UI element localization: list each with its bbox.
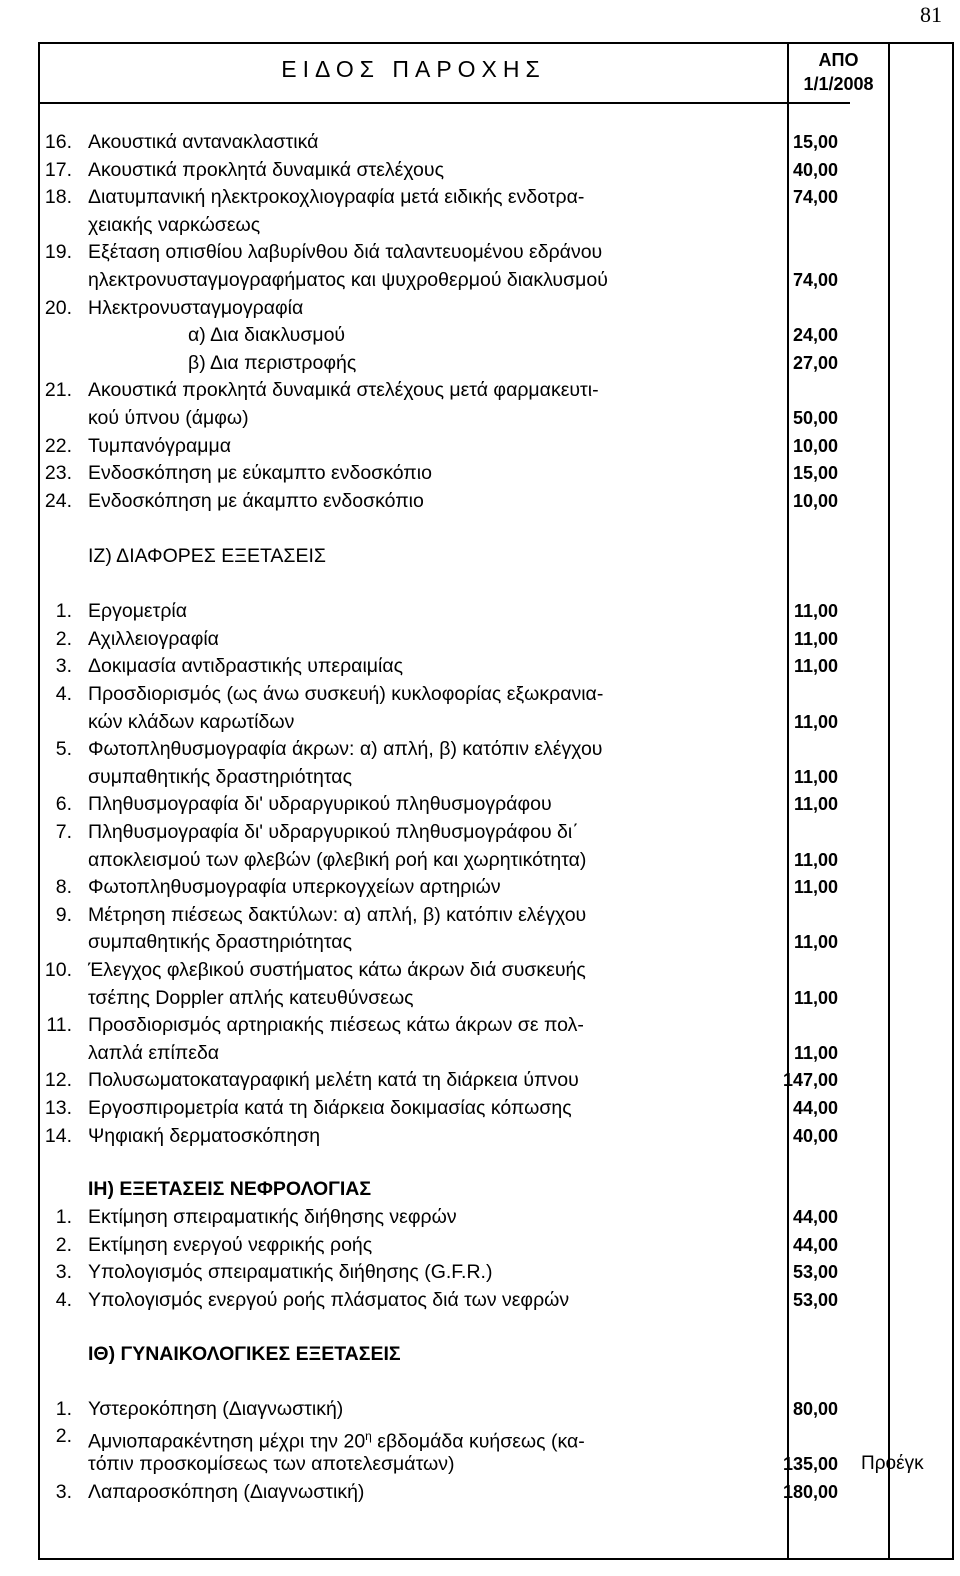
item-number: 10. (44, 959, 72, 981)
item-price: 24,00 (792, 325, 838, 346)
table-row (40, 708, 952, 736)
item-description-part: εβδομάδα κυήσεως (κα- (371, 1430, 585, 1453)
item-note: Προέγκ (861, 1453, 924, 1475)
table-row (40, 625, 952, 653)
item-description: Ακουστικά προκλητά δυναμικά στελέχους μετά φαρμακευτι- (88, 379, 599, 402)
item-description: συμπαθητικής δραστηριότητας (88, 765, 352, 788)
table-row (40, 956, 952, 984)
item-description: Προσδιορισμός (ως άνω συσκευή) κυκλοφορίας εξωκρανια- (88, 683, 604, 705)
item-number: 8. (55, 876, 72, 899)
item-description: Αχιλλειογραφία (88, 627, 219, 650)
table-row (40, 735, 952, 763)
item-description: Εξέταση οπισθίου λαβυρίνθου διά ταλαντευομένου εδράνου (88, 241, 603, 264)
item-price: 10,00 (792, 490, 838, 511)
item-description: Προσδιορισμός αρτηριακής πιέσεως κάτω άκρων σε πολ- (88, 1014, 584, 1037)
item-description: Υστεροκόπηση (Διαγνωστική) (88, 1397, 344, 1420)
item-price: 11,00 (793, 656, 838, 677)
item-price: 74,00 (792, 270, 838, 290)
item-number: 7. (55, 821, 72, 843)
table-row (40, 294, 952, 322)
table-row (40, 928, 952, 956)
table-row (40, 652, 952, 680)
item-number: 17. (44, 158, 72, 181)
item-description: Τυμπανόγραμμα (88, 434, 232, 457)
table-row (40, 266, 952, 294)
item-price: 44,00 (792, 1234, 838, 1255)
item-price: 40,00 (792, 1125, 838, 1146)
item-description-part: Αμνιοπαρακέντηση μέχρι την 20 (88, 1430, 366, 1453)
item-price: 50,00 (792, 408, 838, 428)
item-description: α) Δια διακλυσμού (188, 324, 346, 347)
item-number: 6. (55, 793, 72, 816)
table-row (40, 1286, 952, 1314)
item-price: 27,00 (792, 352, 838, 373)
table-body (40, 44, 952, 1558)
item-description: συμπαθητικής δραστηριότητας (88, 931, 352, 954)
table-row (40, 1258, 952, 1286)
item-number: 3. (55, 1480, 72, 1503)
item-number: 11. (46, 1014, 72, 1037)
item-number: 20. (44, 296, 72, 319)
table-row (40, 790, 952, 818)
table-row (40, 984, 952, 1012)
item-price: 11,00 (793, 849, 838, 870)
item-price: 11,00 (793, 628, 838, 649)
table-row (40, 818, 952, 846)
table-row (40, 128, 952, 156)
table-row (40, 1395, 952, 1423)
item-number: 12. (44, 1069, 72, 1092)
table-row (40, 873, 952, 901)
table-row (40, 459, 952, 487)
item-number: 2. (55, 1425, 72, 1448)
item-number: 16. (44, 131, 72, 153)
item-price: 40,00 (792, 159, 838, 180)
item-description: τόπιν προσκομίσεως των αποτελεσμάτων) (88, 1453, 455, 1476)
item-price: 11,00 (793, 711, 838, 732)
table-row (40, 901, 952, 929)
item-price: 135,00 (782, 1454, 838, 1475)
table-row (40, 763, 952, 791)
table-row (40, 349, 952, 377)
page-number: 81 (920, 2, 942, 27)
item-description: Υπολογισμός ενεργού ροής πλάσματος διά των νεφρών (88, 1288, 570, 1311)
item-number: 9. (55, 903, 72, 926)
item-description: Εργοσπιρομετρία κατά τη διάρκεια δοκιμασίας κόπωσης (88, 1097, 572, 1119)
table-row (40, 376, 952, 404)
table-row (40, 404, 952, 432)
section-heading: ΙΘ) ΓΥΝΑΙΚΟΛΟΓΙΚΕΣ ΕΞΕΤΑΣΕΙΣ (88, 1342, 401, 1365)
item-price: 53,00 (792, 1262, 838, 1283)
item-description: χειακής ναρκώσεως (88, 213, 261, 236)
item-price: 11,00 (793, 766, 838, 787)
item-description: λαπλά επίπεδα (88, 1041, 220, 1064)
table-row (40, 156, 952, 184)
table-row (40, 1450, 952, 1478)
section-heading: ΙΗ) ΕΞΕΤΑΣΕΙΣ ΝΕΦΡΟΛΟΓΙΑΣ (88, 1178, 372, 1201)
header-title: ΕΙΔΟΣ ΠΑΡΟΧΗΣ (281, 56, 546, 82)
item-description: Φωτοπληθυσμογραφία άκρων: α) απλή, β) κατόπιν ελέγχου (88, 738, 603, 761)
table-row (40, 1231, 952, 1259)
item-number: 1. (55, 1206, 72, 1229)
table-row (40, 680, 952, 708)
item-description: κών κλάδων καρωτίδων (88, 710, 295, 733)
item-number: 13. (44, 1097, 72, 1119)
item-price: 11,00 (793, 932, 838, 953)
item-description: Δοκιμασία αντιδραστικής υπεραιμίας (88, 655, 404, 678)
item-price: 10,00 (792, 435, 838, 456)
item-price: 80,00 (792, 1398, 838, 1419)
item-number: 2. (55, 627, 72, 650)
table-row (40, 183, 952, 211)
item-number: 18. (44, 186, 72, 209)
item-price: 11,00 (793, 601, 838, 622)
item-description: Λαπαροσκόπηση (Διαγνωστική) (88, 1480, 365, 1503)
item-number: 24. (44, 489, 72, 512)
item-description: Ακουστικά προκλητά δυναμικά στελέχους (88, 158, 444, 181)
table-row (40, 597, 952, 625)
item-number: 21. (44, 379, 72, 402)
item-description: Πληθυσμογραφία δι' υδραργυρικού πληθυσμογράφου (88, 793, 552, 816)
fee-table (38, 42, 954, 1560)
table-row (40, 1203, 952, 1231)
table-row (40, 1039, 952, 1067)
item-number: 5. (55, 738, 72, 761)
item-description: αποκλεισμού των φλεβών (φλεβική ροή και χωρητικότητα) (88, 848, 587, 871)
item-description: Εκτίμηση σπειραματικής διήθησης νεφρών (88, 1206, 457, 1229)
item-price: 15,00 (792, 132, 838, 152)
item-description: ηλεκτρονυσταγμογραφήματος και ψυχροθερμού διακλυσμού (88, 269, 608, 291)
table-row (40, 211, 952, 239)
table-row (40, 1122, 952, 1150)
header-date-line2: 1/1/2008 (803, 74, 874, 94)
item-description: Ψηφιακή δερματοσκόπηση (88, 1124, 321, 1147)
item-price: 11,00 (793, 987, 838, 1008)
table-row (40, 487, 952, 515)
table-row (40, 321, 952, 349)
item-description: Διατυμπανική ηλεκτροκοχλιογραφία μετά ειδικής ενδοτρα- (88, 186, 585, 209)
table-row (40, 1094, 952, 1122)
item-number: 23. (44, 462, 72, 485)
item-description: Ενδοσκόπηση με εύκαμπτο ενδοσκόπιο (88, 462, 432, 485)
table-row (40, 238, 952, 266)
item-number: 1. (55, 600, 72, 623)
item-description: Υπολογισμός σπειραματικής διήθησης (G.F.R.) (88, 1261, 493, 1284)
item-number: 2. (55, 1233, 72, 1256)
item-price: 44,00 (792, 1207, 838, 1228)
item-description: Πληθυσμογραφία δι' υδραργυρικού πληθυσμογράφου δι΄ (88, 821, 579, 843)
item-number: 19. (44, 241, 72, 264)
item-description: Εκτίμηση ενεργού νεφρικής ροής (88, 1233, 373, 1256)
item-description: Ενδοσκόπηση με άκαμπτο ενδοσκόπιο (88, 489, 424, 512)
item-price: 147,00 (782, 1070, 838, 1091)
item-description: Πολυσωματοκαταγραφική μελέτη κατά τη διάρκεια ύπνου (88, 1069, 579, 1092)
item-price: 11,00 (793, 794, 838, 815)
item-description: Ηλεκτρονυσταγμογραφία (88, 296, 304, 319)
item-description: Έλεγχος φλεβικού συστήματος κάτω άκρων διά συσκευής (88, 959, 586, 981)
item-price: 74,00 (792, 187, 838, 208)
item-price: 180,00 (782, 1481, 838, 1502)
item-number: 3. (55, 1261, 72, 1284)
item-description: Μέτρηση πιέσεως δακτύλων: α) απλή, β) κατόπιν ελέγχου (88, 903, 587, 926)
item-description: β) Δια περιστροφής (188, 351, 357, 374)
item-number: 22. (44, 434, 72, 457)
item-number: 4. (55, 1288, 72, 1311)
item-number: 4. (55, 683, 72, 705)
item-price: 11,00 (793, 1042, 838, 1063)
table-row (40, 1011, 952, 1039)
superscript: η (365, 1429, 372, 1444)
table-row (40, 1066, 952, 1094)
header-date-line1: ΑΠΟ (818, 50, 859, 70)
item-price: 53,00 (792, 1289, 838, 1310)
item-description: Εργομετρία (88, 600, 188, 623)
item-description: τσέπης Doppler απλής κατευθύνσεως (88, 986, 414, 1009)
item-price: 11,00 (793, 877, 838, 898)
section-heading: ΙΖ) ΔΙΑΦΟΡΕΣ ΕΞΕΤΑΣΕΙΣ (88, 545, 326, 567)
table-row (40, 846, 952, 874)
item-number: 14. (44, 1124, 72, 1147)
item-price: 15,00 (792, 463, 838, 484)
item-description: Φωτοπληθυσμογραφία υπερκογχείων αρτηριών (88, 876, 501, 899)
table-row (40, 1478, 952, 1506)
item-description: κού ύπνου (άμφω) (88, 407, 249, 429)
item-number: 1. (55, 1397, 72, 1420)
item-number: 3. (55, 655, 72, 678)
item-price: 44,00 (792, 1098, 838, 1118)
item-description: Ακουστικά αντανακλαστικά (88, 131, 319, 153)
table-row (40, 1422, 952, 1453)
table-row (40, 432, 952, 460)
